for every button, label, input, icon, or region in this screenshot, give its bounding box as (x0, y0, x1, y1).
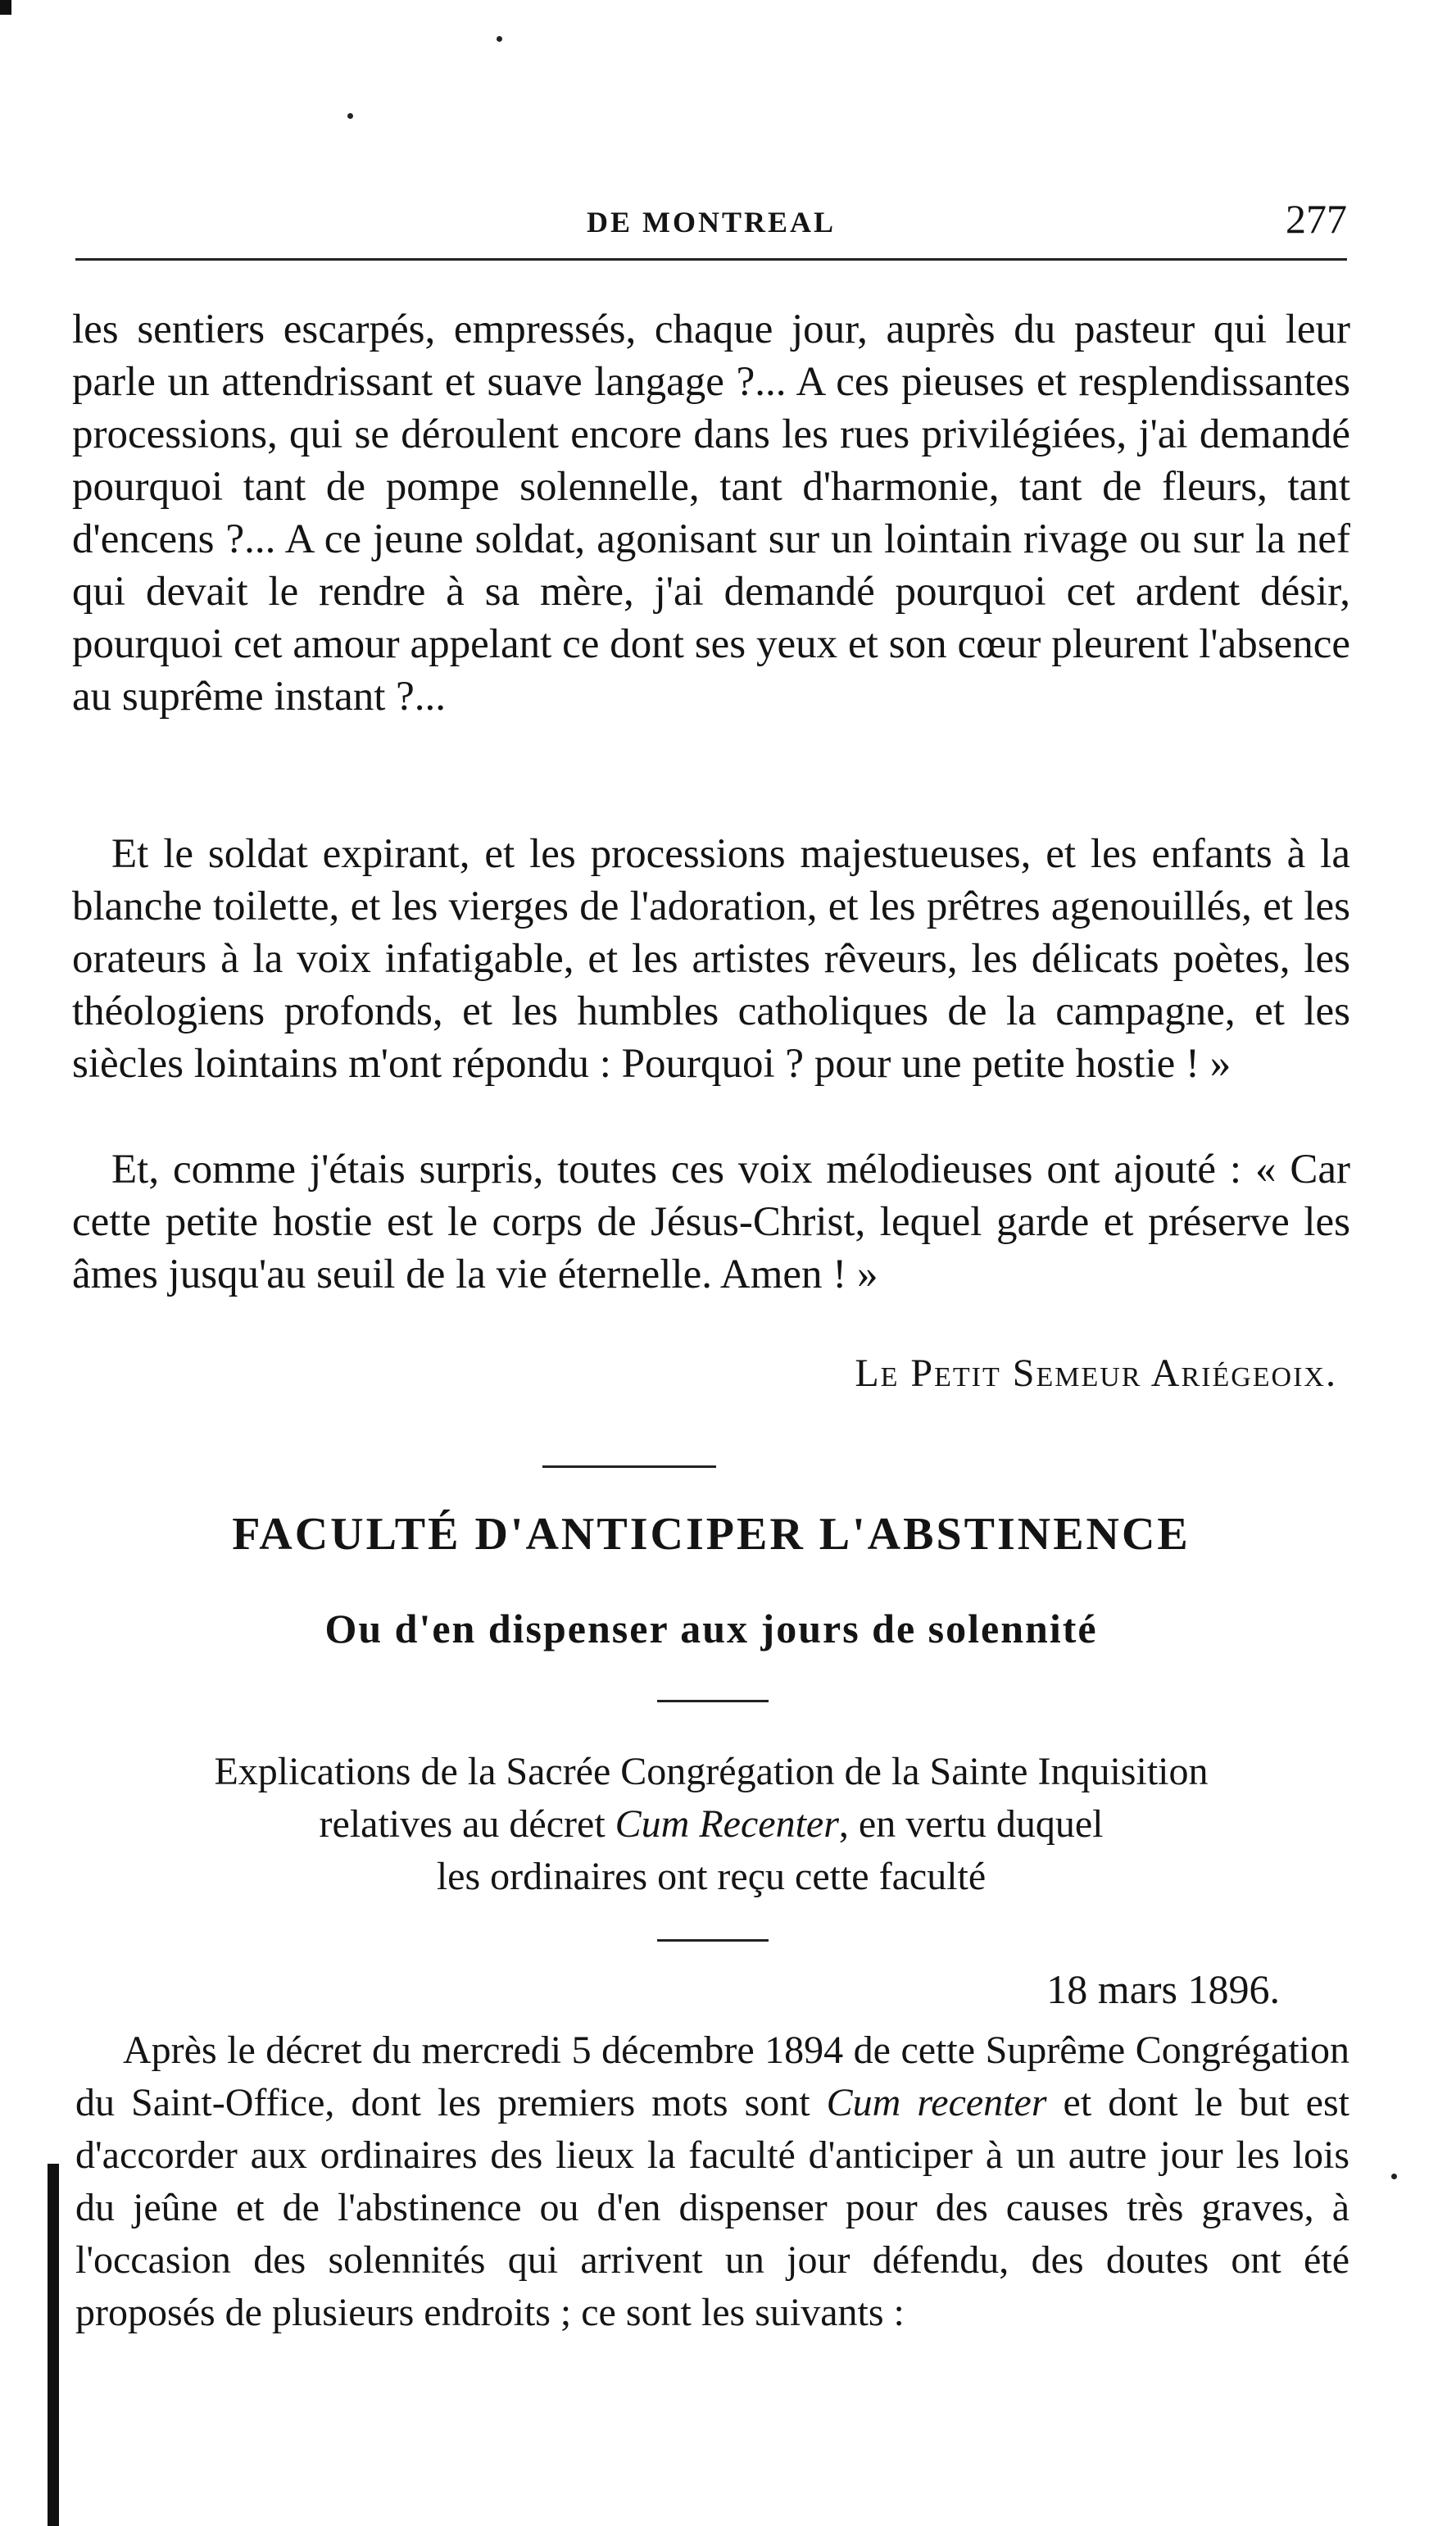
scan-speck (347, 113, 353, 119)
decree-title: Cum Recenter (615, 1802, 839, 1846)
date-divider (657, 1939, 769, 1942)
scan-speck (1391, 2174, 1397, 2179)
signature: Le Petit Semeur Ariégeoix. (855, 1352, 1337, 1395)
explanation-line-2-start: relatives au décret (319, 1802, 615, 1846)
explanation-line-3: les ordinaires ont reçu cette faculté (436, 1855, 987, 1898)
paragraph-3 (72, 1143, 1350, 1301)
decree-text-start: Après le décret du mercredi 5 décembre 1894 de cette Suprême Congrégation du Saint-Office, dont les premiers mots sont (75, 2029, 1349, 2124)
section-subtitle: Ou d'en dispenser aux jours de solennité (324, 1606, 1098, 1651)
section-title: FACULTÉ D'ANTICIPER L'ABSTINENCE (232, 1509, 1191, 1560)
paragraph-1 (72, 303, 1350, 723)
subtitle-divider (657, 1700, 769, 1702)
paragraph-1-text: les sentiers escarpés, empressés, chaque jour, auprès du pasteur qui leur parle un attendrissant et suave langage ?... A ces pieuses et resplendissantes processions, qui se déroulent encore dans les rues privilégiées, j'ai demandé pourquoi tant de pompe solennelle, tant d'harmonie, tant de fleurs, tant d'encens ?... A ce jeune soldat, agonisant sur un lointain rivage ou sur la nef qui devait le rendre à sa mère, j'ai demandé pourquoi cet ardent désir, pourquoi cet amour appelant ce dont ses yeux et son cœur pleurent l'absence au suprême instant ?... (72, 307, 1350, 720)
paragraph-3-text: Et, comme j'étais surpris, toutes ces voix mélodieuses ont ajouté : « Car cette petite hostie est le corps de Jésus-Christ, lequel garde et préserve les âmes jusqu'au seuil de la vie éternelle. Amen ! » (72, 1147, 1350, 1297)
decree-paragraph (75, 2024, 1349, 2339)
explanation-line-1: Explications de la Sacrée Congrégation de la Sainte Inquisition (214, 1750, 1209, 1793)
paragraph-2-text: Et le soldat expirant, et les processions majestueuses, et les enfants à la blanche toilette, et les vierges de l'adoration, et les prêtres agenouillés, et les orateurs à la voix infatigable, et les artistes rêveurs, les délicats poètes, les théologiens profonds, et les humbles catholiques de la campagne, et les siècles lointains m'ont répondu : Pourquoi ? pour une petite hostie ! » (72, 831, 1350, 1087)
scan-edge-mark (0, 0, 11, 15)
scan-speck (497, 36, 502, 42)
document-date: 18 mars 1896. (1046, 1966, 1280, 2012)
running-head (75, 195, 1347, 244)
explanation-line-2-end: , en vertu duquel (838, 1802, 1104, 1846)
explanation-heading (75, 1746, 1347, 1903)
header-rule (75, 258, 1347, 261)
paragraph-2 (72, 828, 1350, 1090)
decree-text-end: et dont le but est d'accorder aux ordinaires des lieux la faculté d'anticiper à un autre jour les lois du jeûne et de l'abstinence ou d'en dispenser pour des causes très graves, à l'occasion des solennités qui arrivent un jour défendu, des doutes ont été proposés de plusieurs endroits ; ce sont les suivants : (75, 2081, 1349, 2334)
running-title: DE MONTREAL (586, 206, 837, 239)
decree-words: Cum recenter (826, 2081, 1047, 2124)
page-number: 277 (1286, 196, 1347, 242)
section-divider (542, 1465, 716, 1468)
scan-binding-shadow (48, 2164, 59, 2526)
